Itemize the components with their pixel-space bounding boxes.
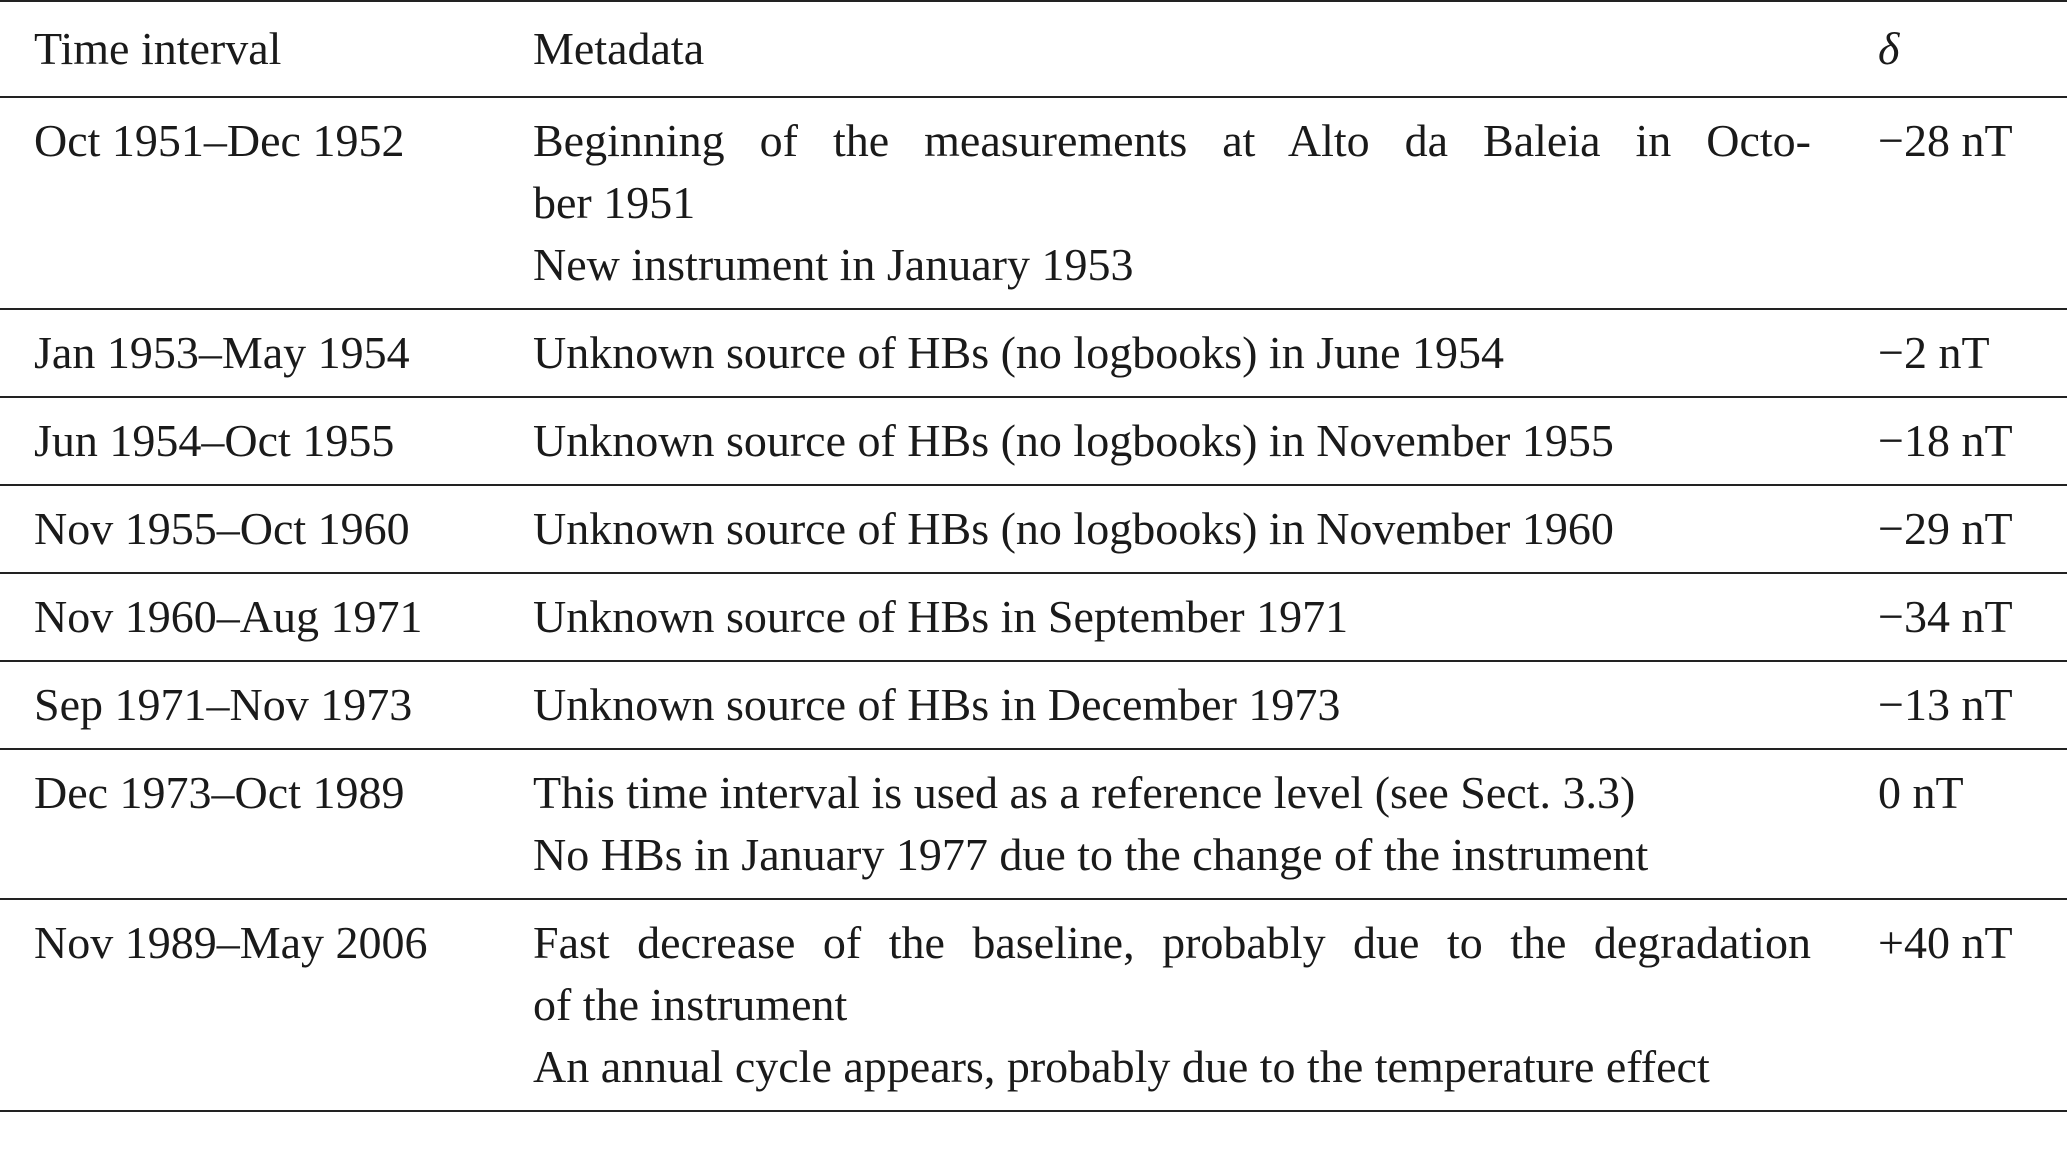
metadata-line: New instrument in January 1953 — [533, 239, 1134, 290]
metadata-line: An annual cycle appears, probably due to the temperature effect — [533, 1041, 1710, 1092]
table-row — [0, 398, 2067, 486]
metadata-cell — [533, 574, 1878, 660]
delta-cell: +40 nT — [1878, 917, 2013, 968]
delta-cell: −34 nT — [1878, 591, 2013, 642]
metadata-cell — [533, 486, 1878, 572]
metadata-line: This time interval is used as a reference level (see Sect. 3.3) — [533, 767, 1636, 818]
time-interval-cell: Nov 1989–May 2006 — [34, 917, 428, 968]
table-row — [0, 900, 2067, 1112]
metadata-cell — [533, 750, 1878, 898]
metadata-line: of the instrument — [533, 979, 848, 1030]
metadata-cell — [533, 398, 1878, 484]
metadata-cell — [533, 900, 1878, 1110]
delta-cell: −13 nT — [1878, 679, 2013, 730]
table-row — [0, 662, 2067, 750]
delta-cell: 0 nT — [1878, 767, 1964, 818]
metadata-line: Unknown source of HBs (no logbooks) in November 1955 — [533, 415, 1614, 466]
time-interval-cell: Oct 1951–Dec 1952 — [34, 115, 405, 166]
metadata-line: Unknown source of HBs in December 1973 — [533, 679, 1341, 730]
header-metadata: Metadata — [533, 23, 705, 74]
metadata-cell — [533, 98, 1878, 308]
metadata-line: ber 1951 — [533, 177, 696, 228]
header-delta: δ — [1878, 23, 1900, 74]
delta-cell: −29 nT — [1878, 503, 2013, 554]
metadata-line: Unknown source of HBs in September 1971 — [533, 591, 1349, 642]
time-interval-cell: Sep 1971–Nov 1973 — [34, 679, 413, 730]
delta-cell: −2 nT — [1878, 327, 1990, 378]
time-interval-cell: Jan 1953–May 1954 — [34, 327, 410, 378]
metadata-line: Fast decrease of the baseline, probably due to the degradation — [533, 917, 1811, 968]
time-interval-cell: Nov 1960–Aug 1971 — [34, 591, 423, 642]
metadata-cell — [533, 662, 1878, 748]
header-time-interval: Time interval — [34, 23, 282, 74]
delta-cell: −28 nT — [1878, 115, 2013, 166]
time-interval-cell: Nov 1955–Oct 1960 — [34, 503, 410, 554]
time-interval-cell: Jun 1954–Oct 1955 — [34, 415, 395, 466]
table-row — [0, 750, 2067, 900]
metadata-line: Unknown source of HBs (no logbooks) in June 1954 — [533, 327, 1505, 378]
metadata-line: No HBs in January 1977 due to the change of the instrument — [533, 829, 1649, 880]
table-row — [0, 486, 2067, 574]
table-row — [0, 98, 2067, 310]
table-row — [0, 574, 2067, 662]
delta-cell: −18 nT — [1878, 415, 2013, 466]
metadata-cell — [533, 310, 1878, 396]
table-header-row — [0, 2, 2067, 98]
table-row — [0, 310, 2067, 398]
time-interval-cell: Dec 1973–Oct 1989 — [34, 767, 405, 818]
metadata-line: Unknown source of HBs (no logbooks) in November 1960 — [533, 503, 1614, 554]
metadata-line: Beginning of the measurements at Alto da Baleia in Octo- — [533, 115, 1811, 166]
